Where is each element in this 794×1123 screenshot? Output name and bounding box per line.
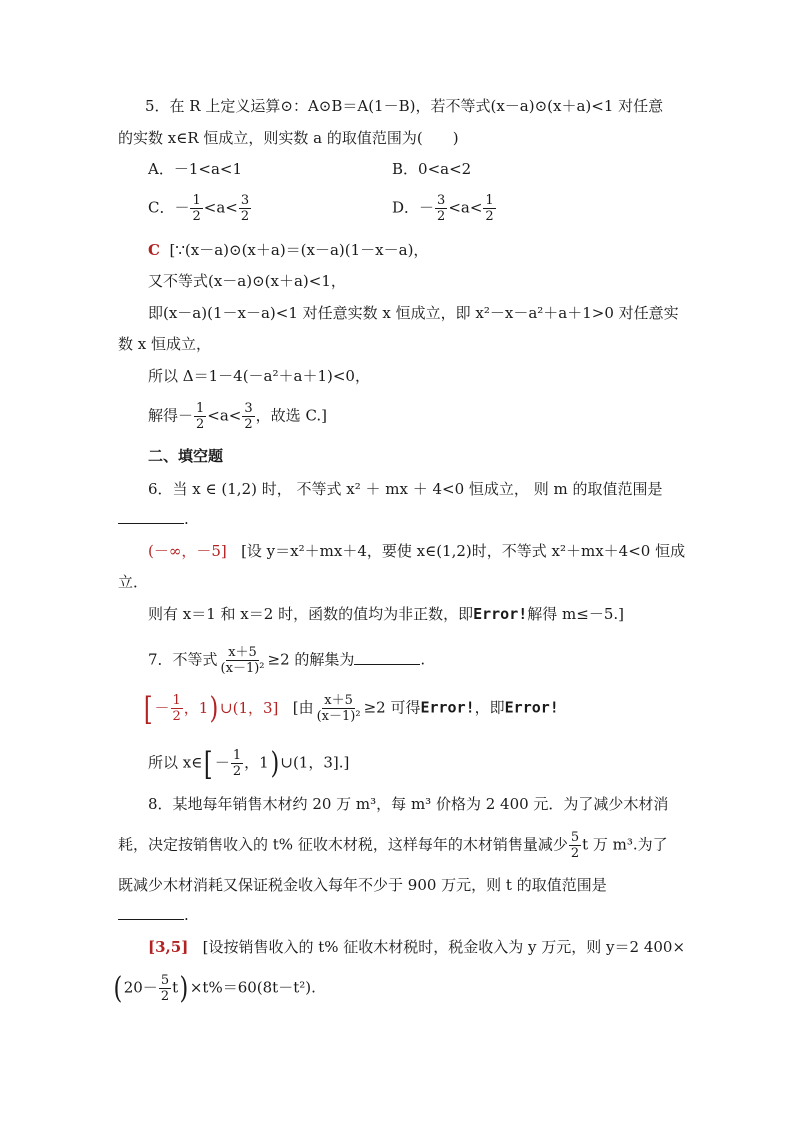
numerator: 1 — [192, 193, 201, 208]
answer-blank — [354, 650, 420, 665]
denominator: 2 — [240, 209, 250, 224]
q8-solution-line2 — [112, 970, 316, 1006]
interval-rest: ，1 — [244, 753, 269, 772]
q6-stem-line2 — [118, 509, 189, 529]
error-text: Error! — [420, 698, 475, 717]
q5-solution-line2: 又不等式(x－a)⊙(x＋a)<1， — [148, 272, 346, 290]
fraction — [159, 973, 171, 1004]
fraction — [194, 401, 206, 432]
q8-stem-line4 — [118, 905, 189, 925]
q8-sol1: [设按销售收入的 t% 征收木材税时，税金收入为 y 万元，则 y＝2 400× — [202, 938, 686, 956]
interval-union: ∪(1，3] — [220, 698, 279, 717]
q7-sol-mid2: ，即 — [474, 698, 505, 717]
q5-stem-line1: 5．在 R 上定义运算⊙：A⊙B＝A(1－B)，若不等式(x－a)⊙(x＋a)<1 对任意 — [145, 97, 664, 115]
denominator: (x－1)² — [220, 661, 265, 676]
q6-sol3-post: 解得 m≤－5.] — [527, 605, 625, 623]
q8-line2-pre: 耗，决定按销售收入的 t% 征收木材税，这样每年的木材销售量减少 — [118, 835, 568, 854]
error-text: Error! — [504, 698, 559, 717]
denominator: (x－1)² — [316, 709, 361, 724]
q5-solution-line1 — [148, 240, 428, 260]
fraction — [171, 693, 183, 724]
q7-post: . — [420, 650, 426, 669]
numerator: x＋5 — [228, 645, 257, 660]
q7-pre: 7．不等式 — [148, 650, 218, 669]
q7-stem — [148, 645, 425, 676]
q8-stem-line3: 既减少木材消耗又保证税金收入每年不少于 900 万元，则 t 的取值范围是 — [118, 876, 607, 894]
left-bracket: [ — [204, 744, 213, 783]
numerator: 3 — [437, 193, 446, 208]
q6-solution-line2: 立． — [118, 573, 149, 591]
fraction — [190, 193, 202, 224]
error-text: Error! — [473, 605, 528, 623]
q6-period: . — [184, 510, 189, 528]
denominator: 2 — [172, 709, 181, 724]
fraction — [242, 401, 254, 432]
q5-option-c — [148, 193, 252, 224]
answer-blank — [118, 905, 184, 920]
numerator: 5 — [160, 973, 170, 988]
q6-sol1: [设 y＝x²＋mx＋4，要使 x∈(1,2)时，不等式 x²＋mx＋4<0 恒成 — [241, 542, 686, 560]
q5-option-a: A．－1<a<1 — [148, 160, 242, 178]
q7-solution-line2 — [148, 744, 350, 783]
q6-stem-line1: 6．当 x ∈ (1,2) 时， 不等式 x² ＋ mx ＋ 4<0 恒成立， 则 m 的取值范围是 — [148, 480, 663, 498]
q5-solution-line5: 所以 Δ＝1－4(－a²＋a＋1)<0， — [148, 367, 370, 385]
fraction — [219, 645, 267, 676]
option-c-mid: <a< — [203, 198, 238, 217]
numerator: 5 — [570, 830, 580, 845]
minus-sign: － — [154, 698, 170, 717]
denominator: 2 — [192, 209, 201, 224]
numerator: 3 — [244, 401, 253, 416]
numerator: x＋5 — [324, 693, 353, 708]
q6-answer: (－∞，－5] — [148, 542, 227, 560]
left-bracket: [ — [143, 689, 153, 728]
numerator: 1 — [485, 193, 494, 208]
answer-blank — [118, 509, 184, 524]
right-paren: ) — [209, 690, 219, 726]
q8-period: . — [184, 906, 189, 924]
q5-solution-line3: 即(x－a)(1－x－a)<1 对任意实数 x 恒成立，即 x²－x－a²＋a＋1>0 对任意实 — [148, 304, 679, 322]
denominator: 2 — [160, 989, 170, 1004]
q5-sol1: [∵(x－a)⊙(x＋a)＝(x－a)(1－x－a)， — [169, 241, 429, 259]
q8-line2-post: t 万 m³.为了 — [582, 835, 668, 854]
numerator: 1 — [232, 748, 242, 763]
q7-solution-line1 — [142, 689, 559, 728]
denominator: 2 — [570, 846, 580, 861]
minus-sign: － — [214, 753, 230, 772]
q8-stem-line2 — [118, 830, 668, 861]
option-c-label: C．－ — [148, 198, 190, 217]
fraction — [435, 193, 447, 224]
sol6-post: ，故选 C.] — [255, 406, 328, 425]
q7-mid: ≥2 的解集为 — [267, 650, 355, 669]
q8-stem-line1: 8．某地每年销售木材约 20 万 m³，每 m³ 价格为 2 400 元．为了减少木材消 — [148, 795, 669, 813]
q6-solution-line3 — [148, 604, 624, 624]
q7-sol2-post: ∪(1，3].] — [280, 753, 350, 772]
q6-solution-line1 — [148, 541, 685, 561]
sol6-mid: <a< — [207, 406, 242, 425]
option-d-mid: <a< — [448, 198, 483, 217]
option-d-label: D．－ — [392, 198, 435, 217]
numerator: 1 — [196, 401, 205, 416]
right-paren: ) — [270, 745, 279, 781]
q7-answer — [142, 689, 279, 728]
q8-solution-line1 — [148, 937, 685, 957]
q5-option-b: B．0<a<2 — [392, 160, 472, 178]
numerator: 3 — [240, 193, 250, 208]
denominator: 2 — [485, 209, 494, 224]
q6-sol3-pre: 则有 x＝1 和 x＝2 时，函数的值均为非正数，即 — [148, 605, 474, 623]
fraction — [483, 193, 495, 224]
q8-sol2-a: 20－ — [123, 978, 158, 997]
q5-solution-line4: 数 x 恒成立， — [118, 335, 211, 353]
sol6-pre: 解得－ — [148, 406, 194, 425]
q7-sol-pre: [由 — [292, 698, 314, 717]
fraction — [231, 748, 243, 779]
denominator: 2 — [437, 209, 446, 224]
q5-solution-line6 — [148, 401, 327, 432]
fraction — [569, 830, 581, 861]
q5-stem-line2: 的实数 x∈R 恒成立，则实数 a 的取值范围为( ) — [118, 129, 459, 147]
numerator: 1 — [172, 693, 181, 708]
q5-answer: C — [148, 241, 160, 259]
q7-sol-mid: ≥2 可得 — [363, 698, 421, 717]
q5-option-d — [392, 193, 497, 224]
denominator: 2 — [196, 417, 205, 432]
denominator: 2 — [232, 764, 242, 779]
fraction — [239, 193, 251, 224]
right-paren: ) — [179, 970, 189, 1006]
left-paren: ( — [113, 970, 123, 1006]
q7-sol2-pre: 所以 x∈ — [148, 753, 203, 772]
q8-sol2-post: ×t%＝60(8t－t²). — [189, 978, 316, 997]
fraction — [315, 693, 363, 724]
q8-sol2-b: t — [172, 978, 179, 997]
q8-answer: [3,5] — [148, 938, 189, 956]
interval-rest: ，1 — [183, 698, 209, 717]
denominator: 2 — [244, 417, 253, 432]
section-title: 二、填空题 — [148, 447, 224, 465]
